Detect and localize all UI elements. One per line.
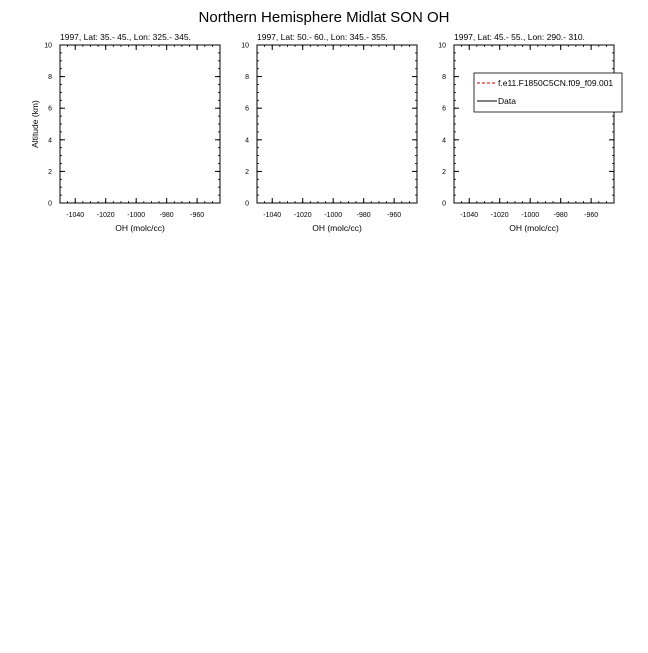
x-axis-label: OH (molc/cc) [509, 223, 559, 233]
y-tick-label: 8 [48, 74, 52, 82]
y-tick-label: 2 [245, 168, 249, 176]
x-tick-label: -1040 [460, 212, 479, 219]
x-tick-label: -1040 [66, 212, 85, 219]
y-tick-label: 8 [442, 74, 446, 82]
plot-frame [60, 45, 220, 203]
y-tick-label: 4 [245, 137, 249, 145]
x-tick-label: -960 [584, 212, 599, 219]
y-tick-label: 2 [442, 168, 446, 176]
x-tick-label: -1000 [127, 212, 146, 219]
y-tick-label: 10 [44, 42, 52, 50]
plot-frame [257, 45, 417, 203]
x-axis-label: OH (molc/cc) [115, 223, 165, 233]
panel-title: 1997, Lat: 35.- 45., Lon: 325.- 345. [60, 32, 191, 42]
legend [474, 73, 622, 112]
legend-label: f.e11.F1850C5CN.f09_f09.001 [498, 78, 614, 88]
panel-3 [438, 32, 622, 233]
y-axis-label: Altitude (km) [30, 100, 40, 148]
x-axis-label: OH (molc/cc) [312, 223, 362, 233]
x-tick-label: -960 [387, 212, 402, 219]
x-tick-label: -1020 [490, 212, 509, 219]
x-tick-label: -1040 [263, 212, 282, 219]
x-tick-label: -980 [553, 212, 568, 219]
y-tick-label: 0 [245, 200, 249, 208]
y-tick-label: 0 [48, 200, 52, 208]
plot-frame [454, 45, 614, 203]
y-tick-label: 8 [245, 74, 249, 82]
x-tick-label: -960 [190, 212, 205, 219]
x-tick-label: -980 [356, 212, 371, 219]
x-tick-label: -1020 [293, 212, 312, 219]
figure-title: Northern Hemisphere Midlat SON OH [198, 9, 450, 26]
x-tick-label: -1000 [521, 212, 540, 219]
legend-label: Data [498, 96, 516, 106]
x-tick-label: -980 [159, 212, 174, 219]
panel-1 [30, 32, 220, 233]
panel-2 [241, 32, 417, 233]
y-tick-label: 4 [48, 137, 52, 145]
y-tick-label: 6 [48, 105, 52, 113]
panel-title: 1997, Lat: 45.- 55., Lon: 290.- 310. [454, 32, 585, 42]
y-tick-label: 10 [438, 42, 446, 50]
y-tick-label: 4 [442, 137, 446, 145]
y-tick-label: 2 [48, 168, 52, 176]
y-tick-label: 6 [442, 105, 446, 113]
panel-title: 1997, Lat: 50.- 60., Lon: 345.- 355. [257, 32, 388, 42]
y-tick-label: 0 [442, 200, 446, 208]
y-tick-label: 6 [245, 105, 249, 113]
x-tick-label: -1020 [96, 212, 115, 219]
y-tick-label: 10 [241, 42, 249, 50]
x-tick-label: -1000 [324, 212, 343, 219]
